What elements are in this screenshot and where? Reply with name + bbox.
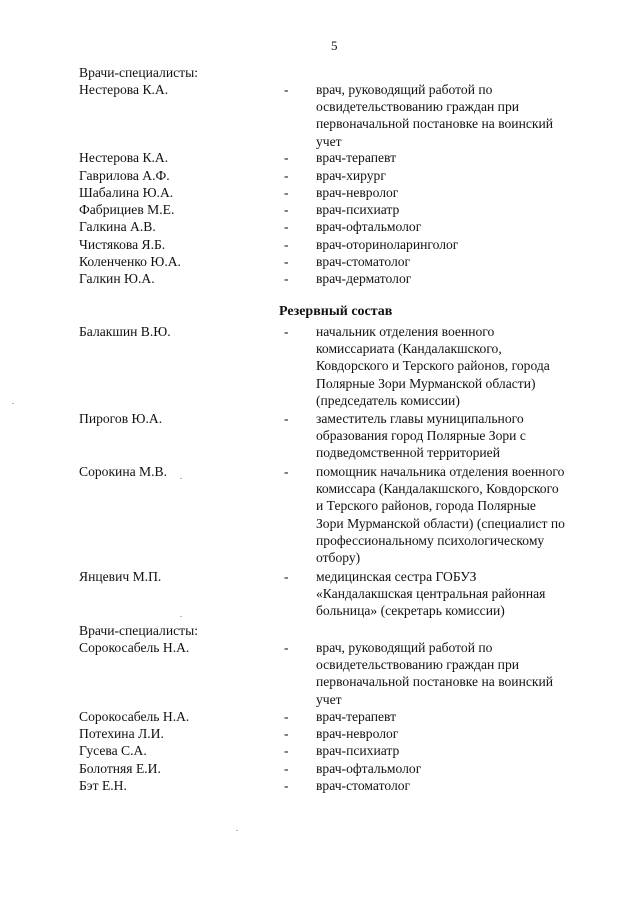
position-line: профессиональному психологическому [316, 532, 545, 548]
position-line: врач-терапевт [316, 709, 397, 724]
member-name: Фабрициев М.Е. [79, 202, 175, 217]
position-line: отбору) [316, 550, 361, 566]
dash-separator: - [284, 185, 289, 200]
dash-separator: - [284, 271, 289, 286]
member-position [316, 218, 606, 235]
member-position [316, 201, 606, 218]
member-position [316, 725, 606, 742]
position-line: врач-невролог [316, 726, 399, 741]
section-title-reserve-specialists: Врачи-специалисты: [79, 623, 198, 638]
dash-separator: - [284, 569, 289, 584]
position-line: Зори Мурманской области) (специалист по [316, 515, 565, 531]
member-name: Галкина А.В. [79, 219, 156, 234]
position-line: врач-офтальмолог [316, 761, 422, 776]
page-number: 5 [331, 38, 338, 53]
member-position [316, 149, 606, 166]
position-line: комиссариата (Кандалакшского, [316, 341, 502, 357]
position-line: врач, руководящий работой по [316, 640, 493, 655]
dash-separator: - [284, 150, 289, 165]
position-line: учет [316, 691, 342, 707]
member-position [316, 236, 606, 253]
position-line: комиссара (Кандалакшского, Ковдорского [316, 481, 559, 497]
member-position [316, 568, 606, 620]
position-line: начальник отделения военного [316, 324, 495, 339]
position-line: заместитель главы муниципального [316, 411, 524, 426]
member-position [316, 708, 606, 725]
member-name: Чистякова Я.Б. [79, 237, 166, 252]
section-heading-reserve: Резервный состав [279, 304, 393, 319]
dash-separator: - [284, 464, 289, 479]
scan-speck [12, 403, 14, 404]
member-name: Сорокина М.В. [79, 464, 167, 479]
dash-separator: - [284, 743, 289, 758]
position-line: медицинская сестра ГОБУЗ [316, 569, 477, 584]
position-line: больница» (секретарь комиссии) [316, 603, 505, 619]
member-position [316, 184, 606, 201]
member-position [316, 463, 606, 566]
position-line: врач-психиатр [316, 743, 400, 758]
position-line: и Терского районов, города Полярные [316, 498, 536, 514]
position-line: освидетельствованию граждан при [316, 99, 520, 115]
position-line: врач-стоматолог [316, 778, 411, 793]
position-line: врач-дерматолог [316, 271, 412, 286]
position-line: подведомственной территорией [316, 445, 500, 461]
dash-separator: - [284, 778, 289, 793]
member-name: Нестерова К.А. [79, 82, 169, 97]
position-line: Ковдорского и Терского районов, города [316, 358, 550, 374]
member-position [316, 253, 606, 270]
dash-separator: - [284, 411, 289, 426]
position-line: врач, руководящий работой по [316, 82, 493, 97]
member-name: Галкин Ю.А. [79, 271, 155, 286]
dash-separator: - [284, 254, 289, 269]
member-position [316, 167, 606, 184]
position-line: учет [316, 133, 342, 149]
dash-separator: - [284, 726, 289, 741]
position-line: врач-невролог [316, 185, 399, 200]
dash-separator: - [284, 237, 289, 252]
position-line: врач-офтальмолог [316, 219, 422, 234]
dash-separator: - [284, 168, 289, 183]
section-title-specialists: Врачи-специалисты: [79, 65, 198, 80]
member-position [316, 639, 606, 708]
dash-separator: - [284, 640, 289, 655]
member-name: Бэт Е.Н. [79, 778, 127, 793]
scan-speck [180, 478, 182, 479]
dash-separator: - [284, 324, 289, 339]
member-name: Гаврилова А.Ф. [79, 168, 170, 183]
member-name: Болотняя Е.И. [79, 761, 161, 776]
scan-speck [180, 616, 182, 617]
position-line: Полярные Зори Мурманской области) [316, 375, 536, 391]
member-name: Коленченко Ю.А. [79, 254, 181, 269]
position-line: первоначальной постановке на воинский [316, 674, 554, 690]
position-line: врач-хирург [316, 168, 386, 183]
member-name: Сорокосабель Н.А. [79, 640, 190, 655]
member-position [316, 410, 606, 462]
member-name: Гусева С.А. [79, 743, 147, 758]
dash-separator: - [284, 709, 289, 724]
member-name: Шабалина Ю.А. [79, 185, 174, 200]
dash-separator: - [284, 761, 289, 776]
member-position [316, 742, 606, 759]
member-position [316, 270, 606, 287]
member-name: Балакшин В.Ю. [79, 324, 171, 339]
dash-separator: - [284, 202, 289, 217]
member-name: Нестерова К.А. [79, 150, 169, 165]
member-position [316, 760, 606, 777]
position-line: помощник начальника отделения военного [316, 464, 565, 479]
position-line: «Кандалакшская центральная районная [316, 586, 546, 602]
position-line: первоначальной постановке на воинский [316, 116, 554, 132]
member-position [316, 81, 606, 150]
member-name: Потехина Л.И. [79, 726, 164, 741]
position-line: (председатель комиссии) [316, 392, 460, 408]
member-position [316, 323, 606, 409]
member-name: Сорокосабель Н.А. [79, 709, 190, 724]
member-name: Пирогов Ю.А. [79, 411, 163, 426]
dash-separator: - [284, 82, 289, 97]
position-line: врач-терапевт [316, 150, 397, 165]
position-line: образования город Полярные Зори с [316, 428, 526, 444]
position-line: врач-оториноларинголог [316, 237, 459, 252]
member-name: Янцевич М.П. [79, 569, 162, 584]
member-position [316, 777, 606, 794]
scan-speck [236, 830, 238, 831]
position-line: врач-стоматолог [316, 254, 411, 269]
position-line: освидетельствованию граждан при [316, 657, 520, 673]
dash-separator: - [284, 219, 289, 234]
position-line: врач-психиатр [316, 202, 400, 217]
